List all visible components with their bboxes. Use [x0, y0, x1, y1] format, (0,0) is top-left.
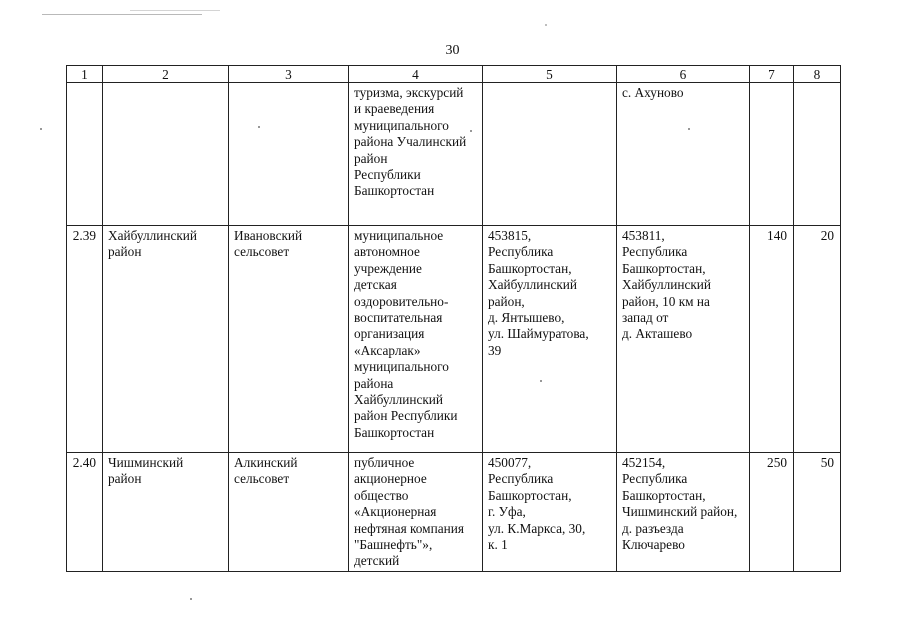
page-number: 30	[445, 43, 460, 58]
scan-artifact-line	[130, 10, 220, 11]
location-cell: 452154, Республика Башкортостан, Чишминский район, д. разъезда Ключарево	[617, 453, 750, 572]
legal-address-cell: 453815, Республика Башкортостан, Хайбуллинский район, д. Янтышево, ул. Шаймуратова, 39	[483, 226, 617, 453]
column-header: 7	[750, 66, 794, 83]
table-header-row	[67, 66, 841, 83]
table-row	[67, 83, 841, 226]
row-number-cell: 2.39	[67, 226, 103, 453]
column-header: 8	[794, 66, 841, 83]
count-cell: 50	[794, 453, 841, 572]
organization-cell: муниципальное автономное учреждение детская оздоровительно- воспитательная организация «Аксарлак» муниципального района Хайбуллинский район Республики Башкортостан	[349, 226, 483, 453]
scan-speck	[40, 128, 42, 130]
scan-speck	[545, 24, 547, 26]
column-header: 1	[67, 66, 103, 83]
capacity-cell: 140	[750, 226, 794, 453]
legal-address-cell	[483, 83, 617, 226]
organization-cell: туризма, экскурсий и краеведения муниципального района Учалинский район Республики Башкортостан	[349, 83, 483, 226]
table-row	[67, 453, 841, 572]
settlement-cell: Алкинский сельсовет	[229, 453, 349, 572]
settlement-cell: Ивановский сельсовет	[229, 226, 349, 453]
column-header: 6	[617, 66, 750, 83]
organization-cell: публичное акционерное общество «Акционерная нефтяная компания "Башнефть"», детский	[349, 453, 483, 572]
location-cell: с. Ахуново	[617, 83, 750, 226]
scan-speck	[190, 598, 192, 600]
column-header: 2	[103, 66, 229, 83]
column-header: 4	[349, 66, 483, 83]
capacity-cell: 250	[750, 453, 794, 572]
count-cell	[794, 83, 841, 226]
row-number-cell	[67, 83, 103, 226]
column-header: 5	[483, 66, 617, 83]
document-table	[66, 65, 841, 572]
settlement-cell	[229, 83, 349, 226]
district-cell: Чишминский район	[103, 453, 229, 572]
capacity-cell	[750, 83, 794, 226]
count-cell: 20	[794, 226, 841, 453]
table-row	[67, 226, 841, 453]
scan-artifact-line	[42, 14, 202, 15]
legal-address-cell: 450077, Республика Башкортостан, г. Уфа, ул. К.Маркса, 30, к. 1	[483, 453, 617, 572]
district-cell	[103, 83, 229, 226]
district-cell: Хайбуллинский район	[103, 226, 229, 453]
row-number-cell: 2.40	[67, 453, 103, 572]
column-header: 3	[229, 66, 349, 83]
location-cell: 453811, Республика Башкортостан, Хайбуллинский район, 10 км на запад от д. Акташево	[617, 226, 750, 453]
